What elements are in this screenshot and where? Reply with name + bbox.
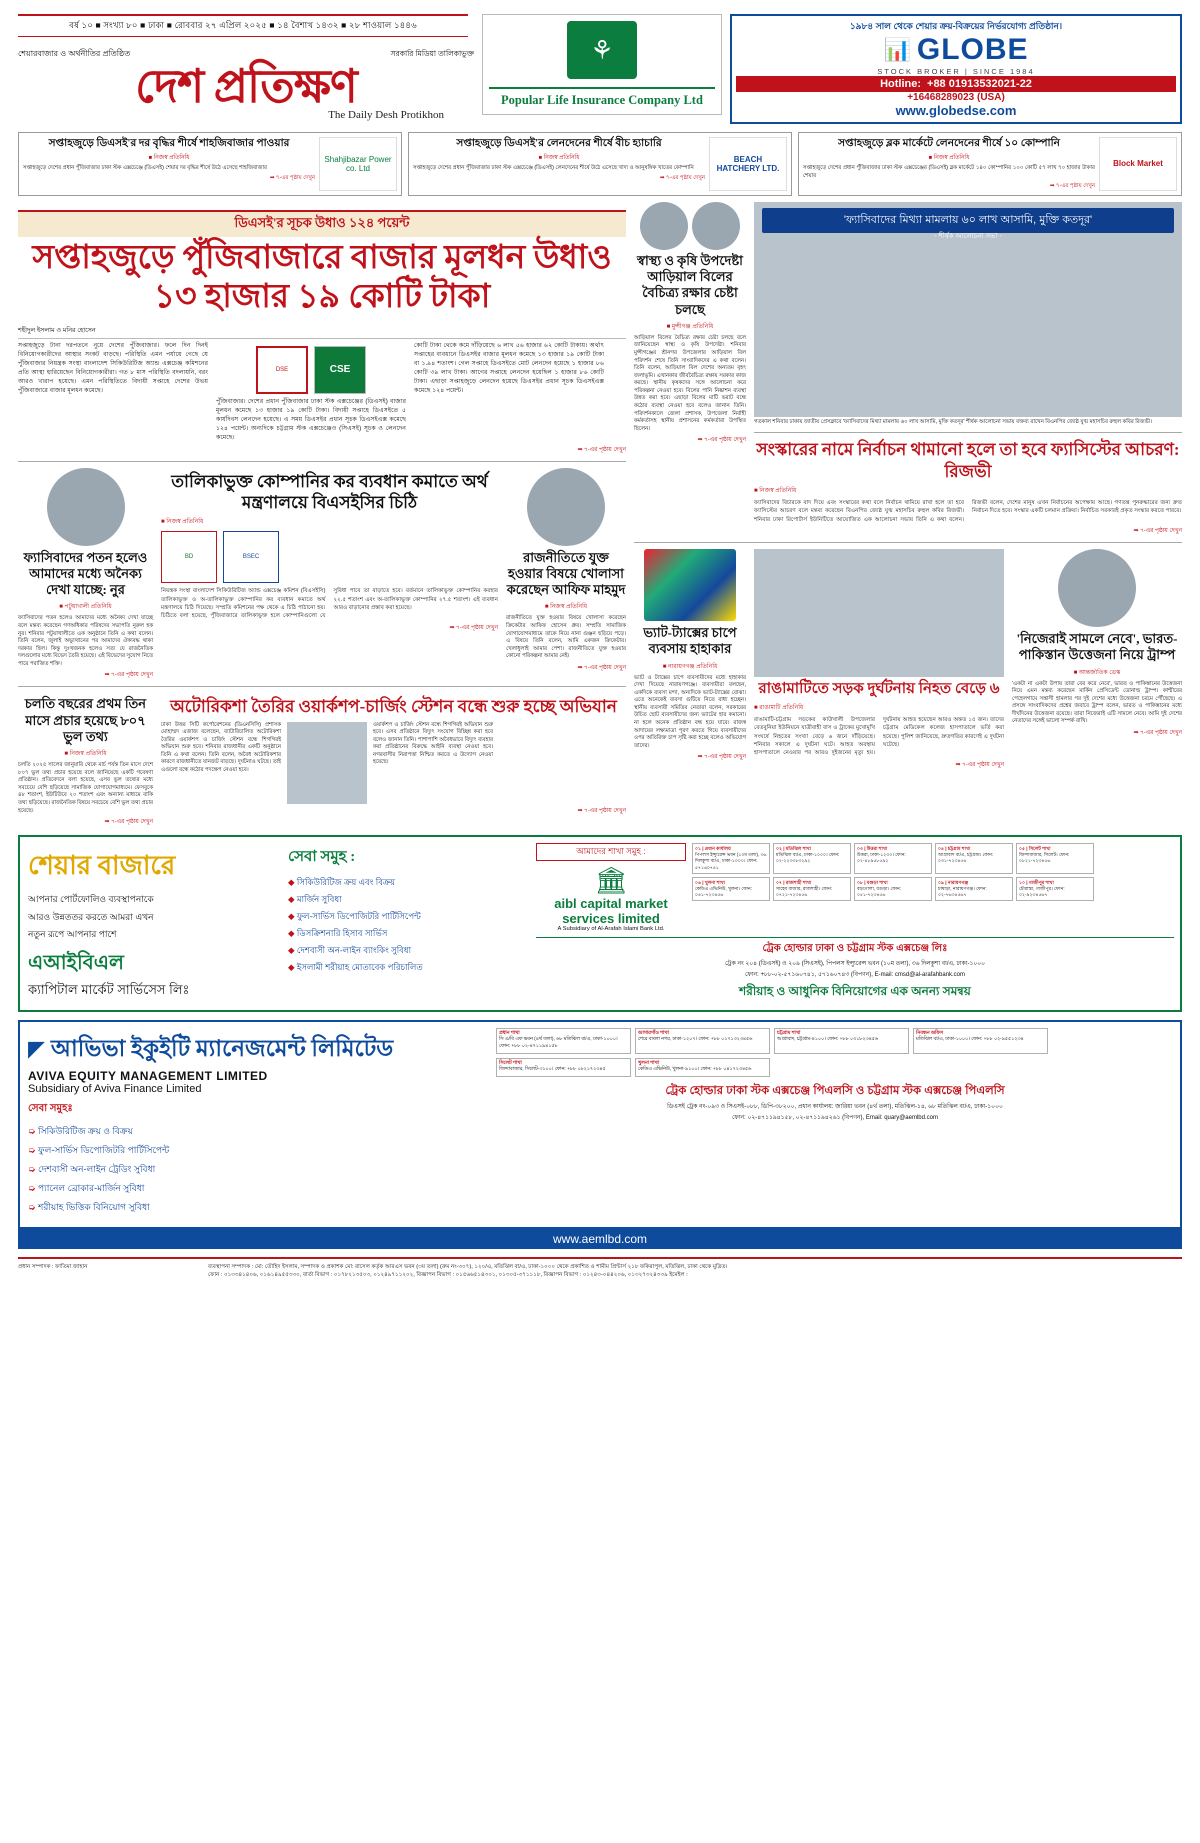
story-byline: ■ আন্তর্জাতিক ডেস্ক <box>1073 669 1121 676</box>
ad-popular-life[interactable] <box>482 14 722 115</box>
ad-aibl[interactable] <box>18 835 1182 1012</box>
main-content <box>18 202 1182 827</box>
avatar <box>47 468 125 546</box>
branch-text: বড়গোলা, বগুড়া। ফোন: ০৫১-৭২৩৪৫৬ <box>857 886 902 898</box>
branch-text: শেরে বাংলা নগর, ঢাকা-১২০৭। ফোন: +৮৮ ০১৭১৩২৩৪৫৬ <box>638 1037 753 1043</box>
photo-banner: 'ফ্যাসিবাদের মিথ্যা মামলায় ৬০ লাখ আসামি, মুক্তি কতদূর' <box>762 208 1174 233</box>
branch-item <box>496 1058 631 1077</box>
ad-aibl-services-title: সেবা সমুহ : <box>288 849 356 866</box>
promo-body: সপ্তাহজুড়ে দেশের প্রধান পুঁজিবাজার ঢাকা স্টক এক্সচেঞ্জে (ডিএসই) লেনদেনের শীর্ষে উঠে এসেছে খাদ্য ও আনুষঙ্গিক খাতের কোম্পানি <box>413 165 694 172</box>
page-footer <box>18 1257 1182 1280</box>
service-item: ◆ মার্জিন সুবিধা <box>288 893 522 907</box>
branch-item <box>692 877 770 902</box>
ad-globe-topline: ১৯৮৪ সাল থেকে শেয়ার ক্রয়-বিক্রয়ের নির্ভরযোগ্য প্রতিষ্ঠান। <box>849 21 1063 31</box>
story-title: অটোরিকশা তৈরির ওয়ার্কশপ-চার্জিং স্টেশন বন্ধে শুরু হচ্ছে অভিযান <box>170 697 617 717</box>
branch-item <box>773 877 851 902</box>
service-item: ➭ ফুল-সার্ভিস ডিপোজিটরি পার্টিসিপেন্ট <box>28 1143 482 1158</box>
branch-title: সিলেট শাখা <box>499 1060 522 1066</box>
story-byline: ■ মুন্সীগঞ্জ প্রতিনিধি <box>666 323 714 330</box>
branch-text: জিন্দাবাজার, সিলেট। ফোন: ০৮২১-৭২৩৪৫৬ <box>1019 852 1070 864</box>
branch-no: ০৭ | রাজশাহী শাখা <box>776 879 812 885</box>
service-item: ◆ ইসলামী শরীয়াহ মোতাবেক পরিচালিত <box>288 961 522 975</box>
story-bsec-letter <box>161 468 498 681</box>
masthead-english-title: The Daily Desh Protikhon <box>328 109 444 122</box>
ad-globe-hotline: +88 01913532021-22 <box>927 77 1032 90</box>
branch-no: ১০ | গাজীপুর শাখা <box>1019 879 1054 885</box>
story-title: স্বাস্থ্য ও কৃষি উপদেষ্টা আড়িয়াল বিলের বৈচিত্র্য রক্ষার চেষ্টা চলছে <box>637 252 743 317</box>
story-rangamati <box>754 549 1004 770</box>
branch-text: কেডিএ এভিনিউ, খুলনা। ফোন: ০৪১-৭২৩৪৫৬ <box>695 886 752 898</box>
story-continue[interactable]: ➡ ৭-এর পৃষ্ঠায় দেখুন <box>577 664 626 671</box>
ad-aviva-left <box>20 1022 490 1227</box>
story-photo <box>754 549 1004 677</box>
left-column <box>18 202 626 827</box>
story-title: তালিকাভুক্ত কোম্পানির কর ব্যবধান কমাতে অর্থ মন্ত্রণালয়ে বিএসইসির চিঠি <box>171 471 488 512</box>
avatar <box>527 468 605 546</box>
story-byline: ■ নারায়ণগঞ্জ প্রতিনিধি <box>662 663 718 670</box>
ad-aibl-phone: ফোন: +৮৮-০২-৫৭১৬০৭৪১, ৫৭১৬০৭৪৩ (বিপণন), E-mail: cmsd@al-arafahbank.com <box>744 972 966 979</box>
story-title: চলতি বছরের প্রথম তিন মাসে প্রচার হয়েছে ৮০৭ ভুল তথ্য <box>24 696 147 744</box>
service-item: ◆ দেশবাসী অন-লাইন ব্যাংকিং সুবিধা <box>288 944 522 958</box>
chart-icon: 📊 <box>883 36 911 62</box>
promo-title: সপ্তাহজুড়ে ব্লক মার্কেটে লেনদেনের শীর্ষে ১০ কোম্পানি <box>838 137 1060 149</box>
ad-aviva-url[interactable]: www.aemlbd.com <box>18 1229 1182 1249</box>
ad-aibl-member-line: ট্রেক হোল্ডার ঢাকা ও চট্টগ্রাম স্টক এক্সচেঞ্জ লিঃ <box>762 943 948 955</box>
paint-splash-graphic <box>644 549 736 621</box>
branch-text: সাহেব বাজার, রাজশাহী। ফোন: ০৭২১-৭২৩৪৫৬ <box>776 886 833 898</box>
masthead-tagline: শেয়ারবাজার ও অর্থনীতির প্রতিষ্ঠিত <box>18 49 131 58</box>
branch-title: প্রধান শাখা <box>499 1030 520 1036</box>
ad-globe-sub: STOCK BROKER | SINCE 1984 <box>877 66 1035 76</box>
ad-globe-url[interactable]: www.globedse.com <box>895 102 1017 118</box>
branch-item <box>935 877 1013 902</box>
ad-aviva-title: আভিভা ইকুইটি ম্যানেজমেন্ট লিমিটেড <box>50 1035 394 1061</box>
story-body: ফ্যাসিবাদের পতন হলেও আমাদের মধ্যে অনৈক্য দেখা যাচ্ছে বলে মন্তব্য করেছেন গণঅধিকার পরিষদের সভাপতি নুরুল হক নুর। শনিবার পটুয়াখালীতে এক অনুষ্ঠানে তিনি এ কথা বলেন। তিনি বলেন, জুলাই অভ্যুত্থানের পর আমাদের ঐক্যবদ্ধ থাকা দরকার ছিল। কিন্তু দুঃখজনক হলেও সত্য যে রাজনৈতিক দলগুলোর মধ্যে বিভেদ তৈরি হয়েছে। এই বিভেদের সুযোগ নিতে পারে পরাজিত শক্তি। <box>18 615 153 667</box>
story-vat <box>634 549 746 770</box>
ad-aibl-company: aibl capital market services limited <box>554 896 668 927</box>
ad-aibl-company-sub: A Subsidiary of Al-Arafah Islami Bank Ltd. <box>557 926 665 933</box>
aviva-logo-icon: ◤ <box>28 1036 45 1062</box>
story-byline: ■ নিজস্ব প্রতিনিধি <box>64 751 107 758</box>
ad-aviva-english: AVIVA EQUITY MANAGEMENT LIMITED <box>28 1068 268 1083</box>
ad-aibl-right <box>530 837 1180 1010</box>
promo-title: সপ্তাহজুড়ে ডিএসই'র লেনদেনের শীর্ষে বীচ হ্যাচারি <box>456 137 662 149</box>
branch-no: ০৮ | বগুড়া শাখা <box>857 879 888 885</box>
promo-logo: Block Market <box>1099 137 1177 191</box>
story-continue[interactable]: ➡ ৭-এর পৃষ্ঠায় দেখুন <box>955 761 1004 768</box>
branch-title: খুলনা শাখা <box>638 1060 660 1066</box>
story-continue[interactable]: ➡ ৭-এর পৃষ্ঠায় দেখুন <box>697 437 746 444</box>
avatar <box>1058 549 1136 627</box>
branch-item <box>635 1058 770 1077</box>
cse-logo-icon: CSE <box>314 346 366 394</box>
ad-aibl-services <box>280 837 530 1010</box>
ad-aibl-tagline: শরীয়াহ ও আধুনিক বিনিয়োগের এক অনন্য সমন্বয় <box>739 984 971 999</box>
promo-byline: ■ নিজস্ব প্রতিনিধি <box>538 155 580 162</box>
promo-body: সপ্তাহজুড়ে দেশের প্রধান পুঁজিবাজার ঢাকা স্টক এক্সচেঞ্জের (ডিএসই) ব্লক মার্কেটে ১৪০ কোম্পানির ১০০ কোটি ৫৭ লাখ ৭০ হাজার টাকার শেয়ার <box>803 165 1095 180</box>
story-body: আড়িয়াল বিলের বৈচিত্র্য রক্ষার চেষ্টা চলছে বলে জানিয়েছেন স্বাস্থ্য ও কৃষি উপদেষ্টা। শনিবার মুন্সীগঞ্জের শ্রীনগর উপজেলার আড়িয়াল বিল পরিদর্শন শেষে তিনি সাংবাদিকদের এ কথা বলেন। তিনি বলেন, আড়িয়াল বিল দেশের অন্যতম বৃহৎ জলাভূমি। এখানকার জীববৈচিত্র্য রক্ষায় সরকার কাজ করছে। স্থানীয় কৃষকদের সঙ্গে আলোচনা করে পরিকল্পনা নেওয়া হবে। বিলের পানি নিষ্কাশন ব্যবস্থা উন্নত করা হবে। এছাড়া বিলের মাটি ভরাট বন্ধে কঠোর ব্যবস্থা নেওয়া হবে বলেও জানান তিনি। পরিদর্শনকালে জেলা প্রশাসক, উপজেলা নির্বাহী কর্মকর্তাসহ স্থানীয় প্রশাসনের কর্মকর্তারা উপস্থিত ছিলেন। <box>634 334 746 432</box>
ad-aibl-branches-title: আমাদের শাখা সমুহ : <box>536 843 686 861</box>
ad-popular-life-label: Popular Life Insurance Company Ltd <box>489 87 715 108</box>
branch-text: আগ্রাবাদ, চট্টগ্রাম-৪১০০। ফোন: +৮৮ ০৩১৮২৩৪৫৬ <box>777 1037 878 1043</box>
story-title: 'নিজেরাই সামলে নেবে', ভারত-পাকিস্তান উত্তেজনা নিয়ে ট্রাম্প <box>1016 631 1178 663</box>
branch-item <box>773 843 851 874</box>
story-afif <box>506 468 626 681</box>
building-icon: 🏛 <box>594 865 628 896</box>
imprint-text: ব্যবস্থাপনা সম্পাদক : মো: তৌহিদ ইসলাম, সম্পাদক ও প্রকাশক মো: রাসেল কর্তৃক আরএস ভবন (৩য় তলা) (রুম নং-৩০৭), ১২০/এ, মতিঝিল বা/এ, ঢাকা-১০০০ থেকে প্রকাশিত ও শামীম প্রিন্টার্স ২১৮ ফকিরাপুল, মতিঝিল, ঢাকা থেকে মুদ্রিত। <box>208 1263 728 1270</box>
branch-item <box>635 1028 770 1054</box>
ad-aibl-brand: এআইবিএল <box>28 951 124 974</box>
ad-aviva-member-line: ট্রেক হোল্ডার ঢাকা স্টক এক্সচেঞ্জ পিএলসি ও চট্টগ্রাম স্টক এক্সচেঞ্জ পিএলসি <box>665 1085 1005 1098</box>
story-continue[interactable]: ➡ ৭-এর পৃষ্ঠায় দেখুন <box>104 672 153 679</box>
story-autoriksha <box>161 693 626 827</box>
branch-item <box>1016 843 1094 874</box>
branch-text: মতিঝিল বা/এ, ঢাকা-১০০০। ফোন: ০২-২২৩৩৮৩২৯২ <box>776 852 840 864</box>
promo-strip <box>18 132 1182 196</box>
branch-text: জিন্দাবাজার, সিলেট-৩১০০। ফোন: +৮৮ ০৮২১৭২৩৪৫ <box>499 1067 606 1073</box>
lead-body-col2: পুঁজিবাজার। দেশের প্রধান পুঁজিবাজার ঢাকা স্টক এক্সচেঞ্জের (ডিএসই) বাজার মূলধন কমেছে ১৩ হাজার ১৯ কোটি টাকা। বিদায়ী সপ্তাহে ডিএসইতে ৫ কার্যদিবস লেনদেন হয়েছে। এ সময় ডিএসইর প্রধান সূচক ডিএসইএক্স কমেছে ১২৪ পয়েন্ট। অন্যদিকে চট্টগ্রাম স্টক এক্সচেঞ্জেও (সিএসই) সূচক ও লেনদেন কমেছে। <box>216 397 406 441</box>
promo-logo: BEACH HATCHERY LTD. <box>709 137 787 191</box>
service-item: ➭ শরীয়াহ ভিত্তিক বিনিয়োগ সুবিধা <box>28 1200 482 1215</box>
branch-title: চট্টগ্রাম শাখা <box>777 1030 801 1036</box>
branch-text: কেডিএ এভিনিউ, খুলনা-৯১০০। ফোন: +৮৮ ০৪১৭২৩৪৫৬ <box>638 1067 752 1073</box>
dse-logo-icon: DSE <box>256 346 308 394</box>
branch-no: ০৪ | চট্টগ্রাম শাখা <box>938 846 971 852</box>
ad-aviva[interactable] <box>18 1020 1182 1229</box>
branch-text: মতিঝিল বা/এ, ঢাকা-১০০০। ফোন: +৮৮ ০২-৯৫৫১২৩৪ <box>916 1037 1024 1043</box>
story-title: রাঙামাটিতে সড়ক দুর্ঘটনায় নিহত বেড়ে ৬ <box>758 681 1000 698</box>
branch-item <box>854 843 932 874</box>
dateline: বর্ষ ১০ ■ সংখ্যা ৮০ ■ ঢাকা ■ রোববার ২৭ এপ্রিল ২০২৫ ■ ১৪ বৈশাখ ১৪৩২ ■ ২৮ শাওয়াল ১৪৪৬ <box>18 14 468 37</box>
ad-aibl-line1: আপনার পোর্টফোলিও ব্যবস্থাপনাকে <box>28 894 154 905</box>
story-continue[interactable]: ➡ ৭-এর পৃষ্ঠায় দেখুন <box>577 807 626 814</box>
service-item: ◆ ডিসক্রিশনারি হিসাব সার্ভিস <box>288 927 522 941</box>
story-byline: ■ পটুয়াখালী প্রতিনিধি <box>59 604 112 611</box>
story-body: রাজনীতিতে যুক্ত হওয়ার বিষয়ে খোলাসা করেছেন ক্রিকেটার আফিফ হোসেন ধ্রুব। সম্প্রতি সামাজিক যোগাযোগমাধ্যমে তাকে নিয়ে নানা গুঞ্জন ছড়িয়ে পড়ে। এ বিষয়ে তিনি বলেন, আমি একজন ক্রিকেটার। খেলাধুলাই আমার পেশা। রাজনীতিতে যুক্ত হওয়ার কোনো পরিকল্পনা আমার নেই। <box>506 615 626 660</box>
branch-text: পিপলস ইন্স্যুরেন্স ভবন (১০ম তলা), ৩৬ দিলকুশা বা/এ, ঢাকা-১০০০। ফোন: ৫৭১৬০৭৪১ <box>695 852 767 870</box>
promo-continue[interactable]: ➡ ৭-এর পৃষ্ঠায় দেখুন <box>269 175 315 182</box>
branch-item <box>854 877 932 902</box>
story-title: রাজনীতিতে যুক্ত হওয়ার বিষয়ে খোলাসা করেছেন আফিফ মাহমুদ <box>506 549 626 598</box>
story-body-a: ঢাকা উত্তর সিটি কর্পোরেশনের (ডিএনসিসি) প্রশাসক মোহাম্মদ এজাজ বলেছেন, ব্যাটারিচালিত অটোরিকশা তৈরির ওয়ার্কশপ ও চার্জিং স্টেশন বন্ধে শিগগিরই অভিযান শুরু হবে। শনিবার রাজধানীর একটি অনুষ্ঠানে তিনি এ কথা বলেন। তিনি বলেন, অবৈধ অটোরিকশার কারণে রাজধানীতে যানজট বাড়ছে। দুর্ঘটনাও ঘটছে। তাই এগুলো বন্ধে কঠোর পদক্ষেপ নেওয়া হবে। <box>161 721 281 773</box>
story-byline: ■ নিজস্ব প্রতিনিধি <box>544 604 588 611</box>
story-body: 'একটা না একটা উপায় তারা বের করে নেবে', ভারত ও পাকিস্তানের উত্তেজনা নিয়ে এমন মন্তব্য করেছেন মার্কিন প্রেসিডেন্ট ডোনাল্ড ট্রাম্প। কাশ্মীরের পেহেলগামে সন্ত্রাসী হামলার পর দুই দেশের মধ্যে উত্তেজনা চরমে পৌঁছেছে। এ প্রসঙ্গে সাংবাদিকদের প্রশ্নের জবাবে ট্রাম্প বলেন, ভারত ও পাকিস্তানের মধ্যে দীর্ঘদিনের উত্তেজনা রয়েছে। তারা নিজেরাই এটি সামলে নেবে। আমি দুই দেশের নেতাদের সঙ্গেই ভালো সম্পর্ক রাখি। <box>1012 680 1182 725</box>
story-byline: ■ নিজস্ব প্রতিনিধি <box>161 519 204 526</box>
bsec-logo-icon: BSEC <box>223 531 279 583</box>
ad-aibl-title: শেয়ার বাজারে <box>28 851 176 881</box>
masthead-gov-tag: সরকারি মিডিয়া তালিকাভুক্ত <box>390 49 474 58</box>
branch-text: চৌরাস্তা, গাজীপুর। ফোন: ০২-৯২৩৪৫৬৭ <box>1019 886 1065 898</box>
promo-continue[interactable]: ➡ ৭-এর পৃষ্ঠায় দেখুন <box>1049 182 1095 189</box>
branch-item <box>935 843 1013 874</box>
story-continue[interactable]: ➡ ৭-এর পৃষ্ঠায় দেখুন <box>104 819 153 826</box>
lead-continue[interactable]: ➡ ৭-এর পৃষ্ঠায় দেখুন <box>577 446 626 453</box>
ad-globe-stock-broker[interactable] <box>730 14 1182 124</box>
branch-text: উত্তরা, ঢাকা-১২৩০। ফোন: ০২-৪৮৯৫৮৫৯২ <box>857 852 906 864</box>
service-item: ➭ প্যানেল ব্রোকার-মার্জিন সুবিধা <box>28 1181 482 1196</box>
ad-aibl-line2: আরও উন্নততর করতে আমরা এখন <box>28 911 154 922</box>
story-photo <box>287 722 367 804</box>
ad-globe-brand: GLOBE <box>916 32 1029 66</box>
masthead-block <box>18 14 474 121</box>
branch-no: ০২ | মতিঝিল শাখা <box>776 846 812 852</box>
ad-aviva-phone: ফোন: ০২-৪৭১১৯৪১৫৮, ০২-৪৭১১৯৪২৬১ (বিপণন), Email: quary@aemlbd.com <box>732 1115 938 1122</box>
photo-banner-sub: - শীর্ষক আলোচনা সভা - <box>934 232 1002 240</box>
branch-no: ০১ | প্রধান কার্যালয় <box>695 846 731 852</box>
promo-logo: Shahjibazar Power co. Ltd <box>319 137 397 191</box>
lead-authors: শহীদুল ইসলাম ও মনির হোসেন <box>18 325 626 339</box>
popular-life-logo-icon: ⚘ <box>567 21 637 79</box>
lead-headline: সপ্তাহজুড়ে পুঁজিবাজারে বাজার মূলধন উধাও ১৩ হাজার ১৯ কোটি টাকা <box>32 239 612 315</box>
bangladesh-emblem-icon: BD <box>161 531 217 583</box>
promo-title: সপ্তাহজুড়ে ডিএসই'র দর বৃদ্ধির শীর্ষে শাহজিবাজার পাওয়ার <box>48 137 290 149</box>
story-title: ফ্যাসিবাদের পতন হলেও আমাদের মধ্যে অনৈক্য দেখা যাচ্ছে: নুর <box>23 549 148 598</box>
editor-line: প্রধান সম্পাদক : ফাতিমা জাহান <box>18 1263 88 1270</box>
story-rizvi-body: ফ্যাসিবাদের বিচারকে বাদ দিয়ে এবং সংস্কারের কথা বলে নির্বাচন থামিয়ে রাখা হলে তা হবে ফ্যাসিস্টের আচরণ বলে মন্তব্য করেছেন বিএনপির জ্যেষ্ঠ যুগ্ম মহাসচিব রুহুল কবির রিজভী। শনিবার ঢাকা রিপোর্টার্স ইউনিটিতে আয়োজিত এক আলোচনা সভায় তিনি এ কথা বলেন। রিজভী বলেন, দেশের মানুষ এখন নির্বাচনের অপেক্ষায় আছে। গণতন্ত্র পুনরুদ্ধারের জন্য দ্রুত নির্বাচন দিতে হবে। সংস্কার একটি চলমান প্রক্রিয়া। নির্বাচিত সরকারই প্রকৃত সংস্কার করতে পারবে। <box>754 499 1182 523</box>
promo-body: সপ্তাহজুড়ে দেশের প্রধান পুঁজিবাজার ঢাকা স্টক এক্সচেঞ্জে (ডিএসই) শেয়ার দর বৃদ্ধির শীর্ষে উঠে এসেছে শাহজিবাজার <box>23 165 267 172</box>
promo-byline: ■ নিজস্ব প্রতিনিধি <box>148 155 190 162</box>
branch-title: আগারগাঁও শাখা <box>638 1030 669 1036</box>
story-rizvi-title: সংস্কারের নামে নির্বাচন থামানো হলে তা হবে ফ্যাসিস্টের আচরণ: রিজভী <box>756 440 1180 481</box>
story-continue[interactable]: ➡ ৭-এর পৃষ্ঠায় দেখুন <box>449 624 498 631</box>
ad-aibl-line3: নতুন রূপে আপনার পাশে <box>28 929 117 940</box>
branch-no: ০৬ | খুলনা শাখা <box>695 879 726 885</box>
index-band: ডিএসই'র সূচক উধাও ১২৪ পয়েন্ট <box>18 212 626 237</box>
ad-aibl-address: ট্রেক নং ২০৪ (ডিএসই) ও ২০৯ (সিএসই), পিপলস ইন্স্যুরেন্স ভবন (১০ম তলা), ৩৬ দিলকুশা বা/এ, ঢাকা-১০০০ <box>724 961 986 968</box>
branch-item <box>1016 877 1094 902</box>
lead-body-col1: সপ্তাহজুড়ে টানা দরপতনে নুয়ে দেশের পুঁজিবাজার। ফলে দিন দিনই বিনিয়োগকারীদের আস্থার সংকট বাড়ছে। পরিস্থিতি এমন পর্যায়ে গেছে যে পুঁজিবাজার নিয়ন্ত্রক সংস্থা বাংলাদেশ সিকিউরিটিজ অ্যান্ড এক্সচেঞ্জ কমিশনের প্রতি আস্থা হারিয়েছেন বিনিয়োগকারীরা। গত ৮ মাস পরিস্থিতি বদলায়নি, বরং আরও খারাপ হয়েছে। এমন পরিস্থিতিতে বিদায়ী সপ্তাহে দেশের উভয় পুঁজিবাজারে বাজার মূলধন কমেছে। <box>18 341 208 394</box>
branch-item <box>496 1028 631 1054</box>
avatar <box>692 202 740 250</box>
service-item: ➭ সিকিউরিটিজ ক্রয় ও বিক্রয় <box>28 1124 482 1139</box>
branch-text: চাষাড়া, নারায়ণগঞ্জ। ফোন: ০২-৭৬৩৪৫৬৭ <box>938 886 987 898</box>
ad-globe-hotline-label: Hotline: <box>880 77 922 90</box>
service-item: ◆ ফুল-সার্ভিস ডিপোজিটরি পার্টিসিপেন্ট <box>288 910 522 924</box>
story-atriyal <box>634 202 746 536</box>
ad-aviva-sub: Subsidiary of Aviva Finance Limited <box>28 1082 202 1095</box>
branch-title: নিবন্ধন অফিস <box>916 1030 944 1036</box>
promo-card[interactable] <box>798 132 1182 196</box>
promo-card[interactable] <box>408 132 792 196</box>
story-body: চলতি ২০২৫ সালের জানুয়ারি থেকে মার্চ পর্যন্ত তিন মাসে দেশে ৮০৭ ভুল তথ্য প্রচার হয়েছে বলে জানিয়েছে একটি গবেষণা প্রতিষ্ঠান। প্রতিবেদনে বলা হয়েছে, এসব ভুল তথ্যের মধ্যে সবচেয়ে বেশি ছড়িয়েছে সামাজিক যোগাযোগমাধ্যমে। ফেসবুকে ৪৮ শতাংশ, ইউটিউবে ২০ শতাংশ এবং অন্যান্য মাধ্যমে বাকি তথ্য ছড়িয়েছে। রাজনৈতিক বিষয়ে সবচেয়ে বেশি ভুল তথ্য প্রচার হয়েছে। <box>18 762 153 814</box>
branch-item <box>692 843 770 874</box>
service-item: ➭ দেশবাসী অন-লাইন ট্রেডিং সুবিধা <box>28 1162 482 1177</box>
service-item: ◆ সিকিউরিটিজ ক্রয় এবং বিক্রয় <box>288 876 522 890</box>
story-body: ভ্যাট ও ট্যাক্সের চাপে ব্যবসায়ীদের মধ্যে হাহাকার দেখা দিয়েছে নারায়ণগঞ্জে। ব্যবসায়ীরা বলছেন, একদিকে ব্যবসা মন্দা, অন্যদিকে ভ্যাট-ট্যাক্সের বোঝা। এতে অনেকেই ব্যবসা গুটিয়ে নিতে বাধ্য হচ্ছেন। স্থানীয় ব্যবসায়ী সমিতির নেতারা বলেন, সরকারের উচিত ছোট ব্যবসায়ীদের জন্য ভ্যাটের হার কমানো। না হলে অনেক প্রতিষ্ঠান বন্ধ হয়ে যাবে। রাজস্ব আদায়ের লক্ষ্যমাত্রা পূরণ করতে গিয়ে ব্যবসায়ীদের ওপর অতিরিক্ত চাপ সৃষ্টি করা হচ্ছে বলেও অভিযোগ তাদের। <box>634 674 746 749</box>
branch-item <box>913 1028 1048 1054</box>
story-body: নিয়ন্ত্রক সংস্থা বাংলাদেশ সিকিউরিটিজ অ্যান্ড এক্সচেঞ্জ কমিশন (বিএসইসি) তালিকাভুক্ত ও অ-তালিকাভুক্ত কোম্পানির কর ব্যবধান কমাতে অর্থ মন্ত্রণালয়ে চিঠি দিয়েছে। সম্প্রতি কমিশনের পক্ষ থেকে এ চিঠি পাঠানো হয়। চিঠিতে বলা হয়েছে, পুঁজিবাজারে তালিকাভুক্ত হলে কোম্পানিগুলো যে সুবিধা পাবে তা বাড়াতে হবে। বর্তমানে তালিকাভুক্ত কোম্পানির করহার ২২.৫ শতাংশ এবং অ-তালিকাভুক্ত কোম্পানির ২৭.৫ শতাংশ। এই ব্যবধান আরও বাড়ানোর প্রস্তাব করা হয়েছে। <box>161 588 498 620</box>
story-misinformation <box>18 693 153 827</box>
branch-text: সি এ/বি এফ ভবন (৪র্থ তলা), ৬৮ মতিঝিল বা/এ, ঢাকা-১০০০। ফোন: +৮৮ ০২-৪৭১১৯৪১৫৮ <box>499 1037 618 1049</box>
ad-aviva-trec: ডিএসই ট্রেক নং-০৯৩ ও সিএসই-০৮৮, ডিপি-৩৮২০০, প্রধান কার্যালয়: জারিয়া ভবন (৪র্থ তলা), মতিঝিল-১৪, ৬৮ মতিঝিল বা/এ, ঢাকা-১০০০ <box>667 1104 1003 1111</box>
footer-phones: ফোন : ০১৩৩৪১৪০৬, ০১৬১৪৯৫৫৩৩০, বার্তা বিভাগ : ০১৭৮২১৩৫০৩, ০১২৪৯৭১১২০২, বিজ্ঞাপন বিভাগ : ০১৫৬৬৫১৪৩০১, ০১৩০৫-৩৭১১১৮, বিজ্ঞাপন বিভাগ : ০১২৪৩-০৪৪২০৬, ০১৩২৭৩২৪৩৩৯ ইমেইল : <box>208 1271 688 1278</box>
branch-text: আগ্রাবাদ বা/এ, চট্টগ্রাম। ফোন: ০৩১-৭২৩৪৫৬ <box>938 852 994 864</box>
branch-item <box>774 1028 909 1054</box>
ad-aibl-brand-sub: ক্যাপিটাল মার্কেট সার্ভিসেস লিঃ <box>28 981 190 997</box>
branch-no: ০৫ | সিলেট শাখা <box>1019 846 1051 852</box>
story-title: ভ্যাট-ট্যাক্সের চাপে ব্যবসায় হাহাকার <box>643 625 737 657</box>
promo-byline: ■ নিজস্ব প্রতিনিধি <box>928 155 970 162</box>
ad-aviva-services-title: সেবা সমুহঃ <box>28 1102 73 1114</box>
main-photo <box>754 202 1182 417</box>
story-continue[interactable]: ➡ ৭-এর পৃষ্ঠায় দেখুন <box>697 754 746 761</box>
story-continue[interactable]: ➡ ৭-এর পৃষ্ঠায় দেখুন <box>1133 730 1182 736</box>
right-column <box>634 202 1182 827</box>
masthead-row <box>18 14 1182 124</box>
lead-body-col3: কোটি টাকা থেকে কমে দাঁড়িয়েছে ৬ লাখ ৫৬ হাজার ৬২ কোটি টাকায়। অর্থাৎ সপ্তাহের ব্যবধানে ডিএসইর বাজার মূলধন কমেছে ১৩ হাজার ১৯ কোটি টাকা বা ১.৯৪ শতাংশ। গেল সপ্তাহে ডিএসইতে মোট লেনদেন হয়েছে ১ হাজার ৮৬ কোটি ৩৯ লাখ টাকা। আগের সপ্তাহে লেনদেন হয়েছিল ১ হাজার ৮৬ কোটি টাকা। এছাড়া সপ্তাহজুড়ে লেনদেন হয়েছে ডিএসইর প্রধান সূচক ডিএসইএক্স কমেছে ১২৪ পয়েন্ট। <box>414 341 604 394</box>
story-body: রাঙামাটি-চট্টগ্রাম সড়কের কাউখালী উপজেলার বেতবুনিয়া ইউনিয়নে যাত্রীবাহী বাস ও ট্রাকের মুখোমুখি সংঘর্ষে নিহতের সংখ্যা বেড়ে ৬ জনে দাঁড়িয়েছে। শনিবার সকালে এ দুর্ঘটনা ঘটে। আহত অবস্থায় হাসপাতালে নেওয়ার পর আরও দুইজনের মৃত্যু হয়। দুর্ঘটনায় আহত হয়েছেন আরও অন্তত ১৫ জন। তাদের চট্টগ্রাম মেডিকেল কলেজ হাসপাতালে ভর্তি করা হয়েছে। পুলিশ জানিয়েছে, দ্রুতগতির কারণেই এ দুর্ঘটনা ঘটেছে। <box>754 716 1004 757</box>
main-photo-caption: গতকাল শনিবার ঢাকায় জাতীয় প্রেসক্লাবে 'ফ্যাসিবাদের মিথ্যা মামলায় ৬০ লাখ আসামি, মুক্তি কতদূর' শীর্ষক আলোচনা সভায় বক্তব্য রাখেন বিএনপির জ্যেষ্ঠ যুগ্ম মহাসচিব রুহুল কবির রিজভী। <box>754 418 1153 425</box>
ad-aibl-left <box>20 837 280 1010</box>
promo-card[interactable] <box>18 132 402 196</box>
story-nur <box>18 468 153 681</box>
story-body-b: ওয়ার্কশপ ও চার্জিং স্টেশন বন্ধে শিগগিরই অভিযান শুরু হবে। এসব প্রতিষ্ঠানে বিদ্যুৎ সংযোগ বিচ্ছিন্ন করা হবে বলেও জানান তিনি। পাশাপাশি অবৈধভাবে বিদ্যুৎ ব্যবহার করা প্রতিষ্ঠানের বিরুদ্ধে আইনি ব্যবস্থা নেওয়া হবে। নগরবাসীর নিরাপত্তা নিশ্চিত করতে এ উদ্যোগ নেওয়া হয়েছে। <box>373 721 493 766</box>
story-trump <box>1012 549 1182 770</box>
ad-aviva-right <box>490 1022 1180 1227</box>
story-rizvi-byline: ■ নিজস্ব প্রতিনিধি <box>754 487 797 494</box>
promo-continue[interactable]: ➡ ৭-এর পৃষ্ঠায় দেখুন <box>659 175 705 182</box>
branch-no: ০৯ | নারায়ণগঞ্জ <box>938 879 969 885</box>
story-byline: ■ রাঙামাটি প্রতিনিধি <box>754 704 804 711</box>
avatar <box>640 202 688 250</box>
ad-globe-hotline2: +16468289023 (USA) <box>907 91 1005 103</box>
exchange-logos <box>216 346 406 394</box>
branch-no: ০৩ | উত্তরা শাখা <box>857 846 888 852</box>
story-rizvi-continue[interactable]: ➡ ৭-এর পৃষ্ঠায় দেখুন <box>1133 528 1182 535</box>
page-title: দেশ প্রতিক্ষণ <box>135 61 357 112</box>
